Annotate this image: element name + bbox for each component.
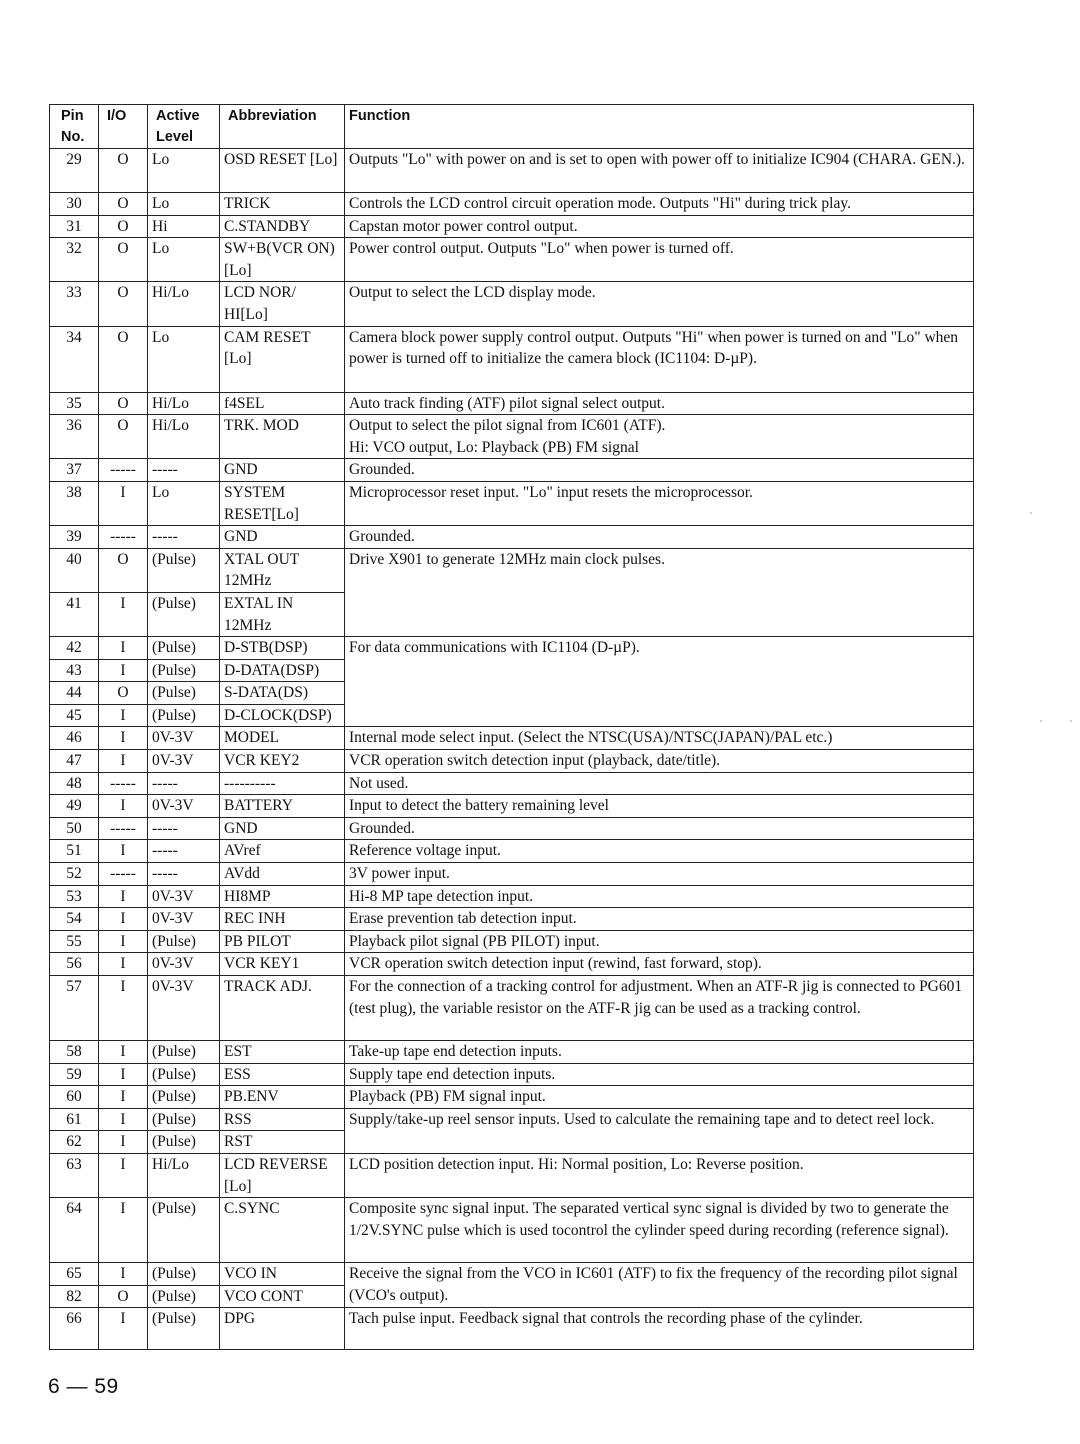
abbreviation-cell: DPG <box>220 1308 345 1350</box>
function-text: Camera block power supply control output. Outputs "Hi" when power is turned on and "Lo" when power is turned off to initialize the camera block (IC1104: D-µP). <box>349 328 959 368</box>
io-cell: ----- <box>99 459 148 482</box>
function-cell <box>345 459 974 482</box>
active-level-cell: (Pulse) <box>148 1086 220 1109</box>
function-text: Output to select the pilot signal from IC601 (ATF). <box>349 417 666 435</box>
abbreviation-cell: PB PILOT <box>220 930 345 953</box>
function-text: VCR operation switch detection input (rewind, fast forward, stop). <box>349 955 762 973</box>
table-row <box>50 930 974 953</box>
function-cell <box>345 1263 974 1308</box>
page-number: 6 — 59 <box>48 1375 119 1398</box>
table-row <box>50 1153 974 1197</box>
active-level-cell: 0V-3V <box>148 750 220 773</box>
function-cell <box>345 149 974 193</box>
pin-number-cell: 66 <box>50 1308 99 1350</box>
function-text: Playback pilot signal (PB PILOT) input. <box>349 932 600 950</box>
pin-number-cell: 45 <box>50 704 99 727</box>
io-cell: ----- <box>99 772 148 795</box>
active-level-cell: 0V-3V <box>148 976 220 1041</box>
pin-number-cell: 42 <box>50 637 99 660</box>
abbreviation-cell: MODEL <box>220 727 345 750</box>
active-level-cell: ----- <box>148 772 220 795</box>
io-cell: O <box>99 548 148 592</box>
function-text: Drive X901 to generate 12MHz main clock pulses. <box>349 550 665 568</box>
io-cell: O <box>99 682 148 705</box>
io-cell: ----- <box>99 863 148 886</box>
active-level-cell: (Pulse) <box>148 1285 220 1308</box>
table-body <box>50 149 974 1350</box>
pin-number-cell: 49 <box>50 795 99 818</box>
pin-number-cell: 54 <box>50 908 99 931</box>
function-text: Not used. <box>349 774 409 792</box>
function-text: Supply/take-up reel sensor inputs. Used to calculate the remaining tape and to detect reel lock. <box>349 1110 935 1128</box>
io-cell: I <box>99 637 148 660</box>
abbreviation-cell: D-DATA(DSP) <box>220 659 345 682</box>
io-cell: I <box>99 953 148 976</box>
function-cell <box>345 1063 974 1086</box>
table-row <box>50 1063 974 1086</box>
active-level-cell: (Pulse) <box>148 637 220 660</box>
function-text: Receive the signal from the VCO in IC601 (ATF) to fix the frequency of the recording pilot signal (VCO's output). <box>349 1265 958 1304</box>
pin-number-cell: 64 <box>50 1198 99 1263</box>
function-text: Grounded. <box>349 461 415 479</box>
abbreviation-cell: C.STANDBY <box>220 215 345 238</box>
scan-artifact <box>1030 512 1032 514</box>
abbreviation-cell: OSD RESET [Lo] <box>220 149 345 193</box>
abbreviation-cell: AVdd <box>220 863 345 886</box>
abbreviation-cell: CAM RESET [Lo] <box>220 326 345 392</box>
table-row <box>50 795 974 818</box>
scan-artifact <box>1070 720 1072 722</box>
pin-number-cell: 65 <box>50 1263 99 1286</box>
io-cell: I <box>99 1131 148 1154</box>
table-row <box>50 1086 974 1109</box>
function-text: LCD position detection input. Hi: Normal position, Lo: Reverse position. <box>349 1155 804 1173</box>
active-level-cell: ----- <box>148 526 220 549</box>
function-cell <box>345 772 974 795</box>
function-text: Tach pulse input. Feedback signal that controls the recording phase of the cylinder. <box>349 1310 863 1328</box>
function-cell <box>345 526 974 549</box>
active-level-cell: (Pulse) <box>148 659 220 682</box>
io-cell: I <box>99 1308 148 1350</box>
abbreviation-cell: TRACK ADJ. <box>220 976 345 1041</box>
pin-number-cell: 61 <box>50 1108 99 1131</box>
function-cell <box>345 885 974 908</box>
pin-number-cell: 34 <box>50 326 99 392</box>
active-level-cell: (Pulse) <box>148 1041 220 1064</box>
table-row <box>50 637 974 660</box>
function-text: Hi-8 MP tape detection input. <box>349 887 534 905</box>
active-level-cell: Hi/Lo <box>148 392 220 415</box>
table-row <box>50 193 974 216</box>
io-cell: I <box>99 1041 148 1064</box>
table-row <box>50 727 974 750</box>
table-row <box>50 548 974 592</box>
function-cell <box>345 1108 974 1153</box>
pin-number-cell: 52 <box>50 863 99 886</box>
header-function: Function <box>345 105 974 149</box>
pin-number-cell: 31 <box>50 215 99 238</box>
active-level-cell: Hi <box>148 215 220 238</box>
function-cell <box>345 863 974 886</box>
function-text: Supply tape end detection inputs. <box>349 1065 556 1083</box>
abbreviation-cell: RST <box>220 1131 345 1154</box>
pin-function-table <box>49 104 974 1350</box>
pin-number-cell: 82 <box>50 1285 99 1308</box>
function-cell <box>345 930 974 953</box>
active-level-cell: Hi/Lo <box>148 415 220 459</box>
abbreviation-cell: XTAL OUT 12MHz <box>220 548 345 592</box>
function-text: For data communications with IC1104 (D-µP). <box>349 639 640 657</box>
pin-number-cell: 37 <box>50 459 99 482</box>
table-header-row <box>50 105 974 149</box>
function-cell <box>345 727 974 750</box>
pin-number-cell: 40 <box>50 548 99 592</box>
function-text: Internal mode select input. (Select the NTSC(USA)/NTSC(JAPAN)/PAL etc.) <box>349 729 833 747</box>
table-row <box>50 1108 974 1131</box>
pin-number-cell: 33 <box>50 282 99 326</box>
function-cell <box>345 481 974 525</box>
active-level-cell: ----- <box>148 840 220 863</box>
header-pin-no: Pin No. <box>50 105 99 149</box>
function-cell <box>345 1041 974 1064</box>
table-row <box>50 282 974 326</box>
function-cell <box>345 1153 974 1197</box>
active-level-cell: (Pulse) <box>148 1308 220 1350</box>
pin-number-cell: 63 <box>50 1153 99 1197</box>
abbreviation-cell: PB.ENV <box>220 1086 345 1109</box>
pin-number-cell: 58 <box>50 1041 99 1064</box>
io-cell: I <box>99 481 148 525</box>
function-cell <box>345 326 974 392</box>
function-cell <box>345 1198 974 1263</box>
active-level-cell: 0V-3V <box>148 727 220 750</box>
function-text: Power control output. Outputs "Lo" when power is turned off. <box>349 240 734 258</box>
abbreviation-cell: VCR KEY1 <box>220 953 345 976</box>
function-text: Microprocessor reset input. "Lo" input resets the microprocessor. <box>349 483 753 501</box>
active-level-cell: Hi/Lo <box>148 1153 220 1197</box>
function-text: Take-up tape end detection inputs. <box>349 1043 562 1060</box>
function-text: Auto track finding (ATF) pilot signal select output. <box>349 394 665 412</box>
active-level-cell: (Pulse) <box>148 682 220 705</box>
function-cell <box>345 795 974 818</box>
active-level-cell: (Pulse) <box>148 548 220 592</box>
pin-number-cell: 47 <box>50 750 99 773</box>
io-cell: I <box>99 930 148 953</box>
abbreviation-cell: GND <box>220 817 345 840</box>
table-row <box>50 481 974 525</box>
io-cell: O <box>99 238 148 282</box>
abbreviation-cell: LCD NOR/ HI[Lo] <box>220 282 345 326</box>
table-row <box>50 392 974 415</box>
active-level-cell: Lo <box>148 238 220 282</box>
io-cell: I <box>99 908 148 931</box>
function-text: Capstan motor power control output. <box>349 217 578 235</box>
table-row <box>50 817 974 840</box>
io-cell: I <box>99 840 148 863</box>
io-cell: O <box>99 193 148 216</box>
active-level-cell: Hi/Lo <box>148 282 220 326</box>
function-cell <box>345 1086 974 1109</box>
table-row <box>50 326 974 392</box>
active-level-cell: ----- <box>148 459 220 482</box>
io-cell: I <box>99 885 148 908</box>
function-text: For the connection of a tracking control for adjustment. When an ATF-R jig is connected to PG601 (test plug), the variable resistor on the ATF-R jig can be used as a tracking control. <box>349 978 963 1017</box>
pin-number-cell: 29 <box>50 149 99 193</box>
function-cell <box>345 282 974 326</box>
abbreviation-cell: LCD REVERSE [Lo] <box>220 1153 345 1197</box>
io-cell: O <box>99 282 148 326</box>
function-text: Outputs "Lo" with power on and is set to open with power off to initialize IC904 (CHARA. GEN.). <box>349 151 965 168</box>
pin-number-cell: 39 <box>50 526 99 549</box>
abbreviation-cell: GND <box>220 526 345 549</box>
abbreviation-cell: C.SYNC <box>220 1198 345 1263</box>
function-cell <box>345 193 974 216</box>
io-cell: O <box>99 415 148 459</box>
io-cell: O <box>99 1285 148 1308</box>
function-text: Controls the LCD control circuit operation mode. Outputs "Hi" during trick play. <box>349 195 851 212</box>
abbreviation-cell: SYSTEM RESET[Lo] <box>220 481 345 525</box>
active-level-cell: (Pulse) <box>148 1108 220 1131</box>
io-cell: I <box>99 976 148 1041</box>
table-row <box>50 976 974 1041</box>
abbreviation-cell: TRK. MOD <box>220 415 345 459</box>
active-level-cell: (Pulse) <box>148 1063 220 1086</box>
pin-number-cell: 59 <box>50 1063 99 1086</box>
table-row <box>50 885 974 908</box>
pin-number-cell: 35 <box>50 392 99 415</box>
io-cell: I <box>99 1108 148 1131</box>
io-cell: I <box>99 750 148 773</box>
active-level-cell: (Pulse) <box>148 1198 220 1263</box>
function-text: Composite sync signal input. The separated vertical sync signal is divided by two to generate the 1/2V.SYNC pulse which is used tocontrol the cylinder speed during recording (reference signal). <box>349 1200 949 1239</box>
pin-number-cell: 43 <box>50 659 99 682</box>
abbreviation-cell: VCR KEY2 <box>220 750 345 773</box>
pin-number-cell: 62 <box>50 1131 99 1154</box>
active-level-cell: ----- <box>148 863 220 886</box>
pin-number-cell: 44 <box>50 682 99 705</box>
function-cell <box>345 215 974 238</box>
function-text: Output to select the LCD display mode. <box>349 284 596 302</box>
io-cell: ----- <box>99 817 148 840</box>
scan-artifact <box>1040 720 1042 722</box>
abbreviation-cell: SW+B(VCR ON) [Lo] <box>220 238 345 282</box>
function-cell <box>345 817 974 840</box>
abbreviation-cell: D-CLOCK(DSP) <box>220 704 345 727</box>
io-cell: I <box>99 704 148 727</box>
function-text: Input to detect the battery remaining level <box>349 797 609 815</box>
function-cell <box>345 548 974 636</box>
table-row <box>50 459 974 482</box>
io-cell: I <box>99 795 148 818</box>
pin-number-cell: 48 <box>50 772 99 795</box>
abbreviation-cell: BATTERY <box>220 795 345 818</box>
function-cell <box>345 238 974 282</box>
abbreviation-cell: D-STB(DSP) <box>220 637 345 660</box>
active-level-cell: (Pulse) <box>148 704 220 727</box>
function-text: Playback (PB) FM signal input. <box>349 1088 546 1106</box>
active-level-cell: Lo <box>148 481 220 525</box>
function-cell <box>345 976 974 1041</box>
abbreviation-cell: TRICK <box>220 193 345 216</box>
abbreviation-cell: VCO CONT <box>220 1285 345 1308</box>
pin-number-cell: 56 <box>50 953 99 976</box>
pin-number-cell: 30 <box>50 193 99 216</box>
pin-number-cell: 38 <box>50 481 99 525</box>
abbreviation-cell: EST <box>220 1041 345 1064</box>
table-row <box>50 750 974 773</box>
pin-number-cell: 50 <box>50 817 99 840</box>
table-row <box>50 415 974 459</box>
active-level-cell: Lo <box>148 193 220 216</box>
abbreviation-cell: f4SEL <box>220 392 345 415</box>
function-cell <box>345 415 974 459</box>
function-cell <box>345 840 974 863</box>
table-row <box>50 840 974 863</box>
abbreviation-cell: GND <box>220 459 345 482</box>
active-level-cell: 0V-3V <box>148 885 220 908</box>
function-cell <box>345 1308 974 1350</box>
table-row <box>50 1263 974 1286</box>
io-cell: I <box>99 1198 148 1263</box>
table-row <box>50 149 974 193</box>
function-text: Grounded. <box>349 819 415 837</box>
table-row <box>50 1198 974 1263</box>
io-cell: ----- <box>99 526 148 549</box>
function-cell <box>345 750 974 773</box>
active-level-cell: (Pulse) <box>148 1131 220 1154</box>
active-level-cell: ----- <box>148 817 220 840</box>
function-text: Reference voltage input. <box>349 842 501 860</box>
function-cell <box>345 953 974 976</box>
io-cell: I <box>99 592 148 636</box>
function-cell <box>345 908 974 931</box>
abbreviation-cell: VCO IN <box>220 1263 345 1286</box>
io-cell: O <box>99 215 148 238</box>
pin-number-cell: 60 <box>50 1086 99 1109</box>
table-row <box>50 1308 974 1350</box>
table-row <box>50 863 974 886</box>
active-level-cell: 0V-3V <box>148 908 220 931</box>
pin-number-cell: 36 <box>50 415 99 459</box>
io-cell: I <box>99 1153 148 1197</box>
abbreviation-cell: S-DATA(DS) <box>220 682 345 705</box>
abbreviation-cell: ---------- <box>220 772 345 795</box>
io-cell: I <box>99 1063 148 1086</box>
io-cell: I <box>99 1086 148 1109</box>
abbreviation-cell: HI8MP <box>220 885 345 908</box>
io-cell: I <box>99 727 148 750</box>
function-cell <box>345 392 974 415</box>
io-cell: I <box>99 1263 148 1286</box>
active-level-cell: 0V-3V <box>148 795 220 818</box>
function-text: VCR operation switch detection input (playback, date/title). <box>349 752 721 770</box>
header-abbreviation: Abbreviation <box>220 105 345 149</box>
io-cell: O <box>99 149 148 193</box>
io-cell: I <box>99 659 148 682</box>
pin-number-cell: 32 <box>50 238 99 282</box>
abbreviation-cell: RSS <box>220 1108 345 1131</box>
table-row <box>50 215 974 238</box>
abbreviation-cell: ESS <box>220 1063 345 1086</box>
header-io: I/O <box>99 105 148 149</box>
function-text: 3V power input. <box>349 865 450 883</box>
header-active-level: Active Level <box>148 105 220 149</box>
active-level-cell: (Pulse) <box>148 930 220 953</box>
pin-number-cell: 53 <box>50 885 99 908</box>
pin-number-cell: 57 <box>50 976 99 1041</box>
table-row <box>50 908 974 931</box>
table-row <box>50 953 974 976</box>
pin-number-cell: 41 <box>50 592 99 636</box>
function-text: Grounded. <box>349 528 415 546</box>
function-cell <box>345 637 974 727</box>
function-text-line-2: Hi: VCO output, Lo: Playback (PB) FM signal <box>349 438 639 456</box>
table-row <box>50 526 974 549</box>
active-level-cell: Lo <box>148 326 220 392</box>
table-row <box>50 1041 974 1064</box>
abbreviation-cell: EXTAL IN 12MHz <box>220 592 345 636</box>
pin-number-cell: 51 <box>50 840 99 863</box>
abbreviation-cell: AVref <box>220 840 345 863</box>
pin-number-cell: 55 <box>50 930 99 953</box>
table-row <box>50 238 974 282</box>
active-level-cell: (Pulse) <box>148 592 220 636</box>
pin-number-cell: 46 <box>50 727 99 750</box>
io-cell: O <box>99 392 148 415</box>
active-level-cell: (Pulse) <box>148 1263 220 1286</box>
active-level-cell: Lo <box>148 149 220 193</box>
active-level-cell: 0V-3V <box>148 953 220 976</box>
function-text: Erase prevention tab detection input. <box>349 910 577 928</box>
abbreviation-cell: REC INH <box>220 908 345 931</box>
table-row <box>50 772 974 795</box>
io-cell: O <box>99 326 148 392</box>
